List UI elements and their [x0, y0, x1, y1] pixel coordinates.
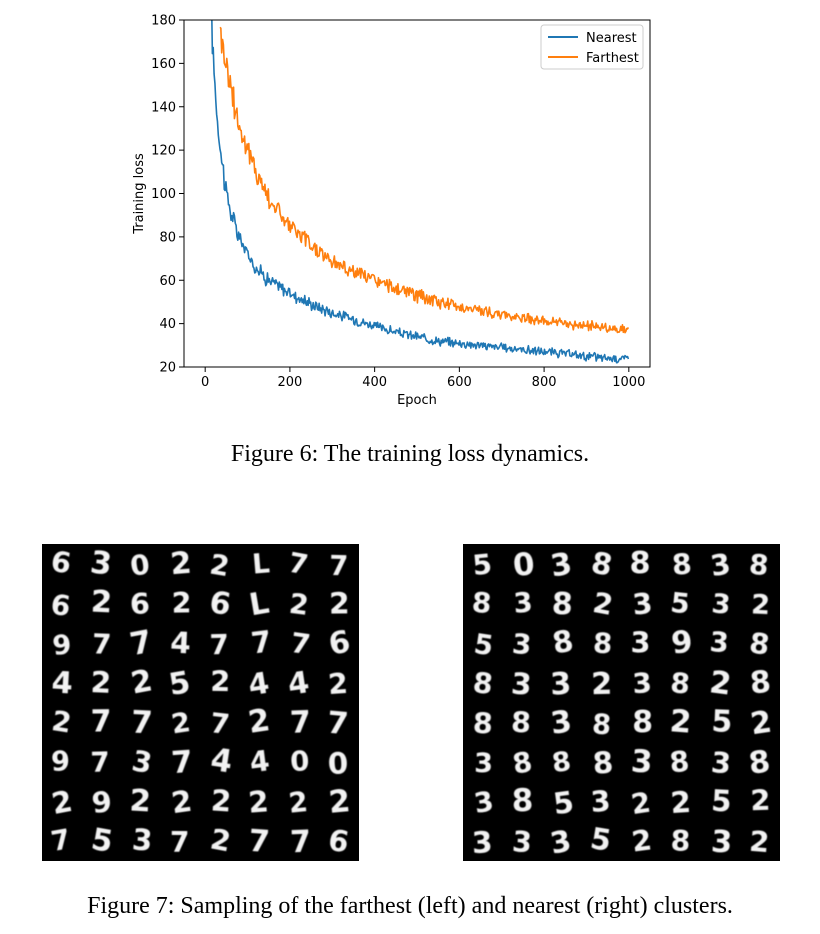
digit-sample: 2 [749, 782, 771, 818]
figure-6-caption: Figure 6: The training loss dynamics. [230, 441, 590, 467]
grid-background [42, 544, 359, 861]
digit-sample: 8 [588, 545, 615, 583]
digit-sample: 4 [285, 665, 312, 704]
digit-sample: 8 [629, 545, 651, 581]
digit-sample: 7 [170, 744, 194, 782]
digit-sample: 2 [169, 783, 195, 821]
digit-sample: 5 [470, 547, 494, 582]
digit-sample: 7 [288, 625, 313, 662]
digit-sample: 2 [245, 702, 273, 741]
digit-sample: 3 [512, 587, 534, 620]
digit-sample: 9 [50, 746, 71, 778]
digit-sample: 8 [670, 824, 691, 859]
digit-sample: 2 [629, 823, 654, 859]
digit-sample: 9 [90, 784, 114, 821]
digit-sample: 5 [551, 784, 576, 822]
digit-sample: 2 [171, 587, 192, 621]
digit-sample: 7 [127, 623, 156, 664]
digit-sample: 8 [549, 623, 576, 661]
digit-sample: 7 [91, 627, 112, 662]
digit-sample: 2 [49, 703, 74, 740]
digit-sample: 7 [209, 627, 230, 662]
digit-sample: 2 [287, 786, 310, 820]
digit-sample: 2 [128, 663, 156, 702]
legend-label-nearest: Nearest [586, 31, 637, 46]
y-axis [151, 14, 184, 376]
digit-sample: 7 [130, 704, 154, 742]
digit-sample: 3 [631, 666, 653, 701]
y-tick-label: 120 [151, 143, 176, 159]
digit-sample: 7 [48, 824, 73, 859]
x-tick-label: 1000 [612, 375, 646, 390]
digit-sample: 2 [169, 706, 193, 741]
digit-sample: 3 [710, 824, 734, 861]
digit-sample: 7 [328, 550, 349, 583]
digit-sample: 8 [748, 664, 773, 702]
digit-sample: 8 [591, 745, 615, 781]
digit-grid-canvas [463, 544, 780, 861]
digit-sample: 7 [249, 624, 274, 661]
digit-sample: 2 [327, 782, 352, 821]
digit-sample: 2 [90, 584, 113, 621]
digit-sample: 8 [471, 666, 495, 702]
digit-sample: 2 [590, 586, 616, 623]
digit-sample: 6 [129, 586, 151, 622]
digit-sample: 2 [247, 784, 270, 820]
digit-sample: 3 [88, 545, 114, 583]
x-tick-label: 400 [362, 375, 388, 390]
digit-sample: 2 [207, 821, 234, 860]
digit-sample: 3 [130, 822, 154, 858]
digit-sample: 8 [511, 782, 534, 820]
digit-sample: 2 [629, 786, 653, 821]
digit-sample: 6 [48, 587, 73, 623]
digit-sample: 2 [207, 547, 232, 583]
digit-sample: 2 [590, 666, 613, 703]
x-tick-label: 0 [201, 375, 210, 390]
digit-sample: 8 [509, 744, 535, 781]
digit-sample: 2 [210, 664, 231, 699]
digit-sample: 7 [169, 826, 190, 860]
digit-sample: 2 [327, 667, 349, 702]
digit-sample: 7 [286, 546, 311, 582]
digit-sample: 3 [471, 783, 496, 820]
digit-sample: 0 [289, 744, 311, 779]
digit-sample: 2 [707, 664, 734, 703]
digit-sample: 3 [548, 546, 575, 585]
digit-sample: 4 [247, 744, 272, 780]
digit-sample: 2 [750, 589, 771, 621]
digit-sample: 8 [632, 705, 654, 741]
digit-sample: 6 [325, 624, 354, 663]
digit-sample: 8 [747, 625, 772, 663]
y-tick-label: 20 [159, 360, 176, 376]
digit-sample: 8 [746, 744, 773, 782]
digit-sample: 8 [747, 547, 771, 582]
digit-sample: 5 [88, 821, 116, 860]
digit-sample: 8 [670, 547, 693, 582]
digit-sample: L [246, 585, 272, 624]
legend-label-farthest: Farthest [586, 51, 639, 66]
y-tick-label: 160 [151, 56, 176, 72]
digit-sample: 3 [708, 626, 730, 660]
digit-sample: 3 [509, 666, 533, 702]
x-tick-label: 800 [531, 375, 557, 390]
digit-sample: 3 [710, 588, 732, 621]
digit-sample: L [250, 548, 271, 581]
digit-sample: 0 [511, 545, 537, 584]
digit-sample: 0 [127, 547, 152, 583]
digit-sample: 7 [247, 824, 271, 861]
digit-sample: 9 [669, 624, 695, 662]
digit-sample: 7 [89, 745, 111, 779]
digit-sample: 8 [510, 706, 532, 741]
digit-sample: 9 [51, 629, 73, 662]
y-tick-label: 100 [151, 187, 176, 202]
digit-sample: 2 [748, 824, 771, 860]
digit-sample: 2 [128, 783, 152, 820]
digit-sample: 3 [510, 626, 533, 662]
digit-grid-canvas [42, 544, 359, 861]
digit-sample: 7 [208, 706, 232, 741]
digit-sample: 4 [245, 665, 272, 703]
x-axis [201, 367, 645, 390]
digit-sample: 2 [669, 784, 692, 821]
digit-sample: 3 [709, 746, 733, 781]
digit-sample: 3 [511, 825, 534, 860]
digit-sample: 8 [551, 586, 574, 623]
digit-sample: 2 [287, 587, 311, 622]
farthest-cluster-samples [42, 544, 359, 861]
digit-sample: 8 [472, 705, 494, 741]
x-axis-label: Epoch [397, 393, 437, 408]
digit-sample: 5 [668, 586, 692, 621]
digit-sample: 3 [471, 824, 494, 861]
y-tick-label: 40 [159, 317, 176, 333]
y-tick-label: 80 [159, 230, 176, 246]
digit-sample: 6 [48, 544, 74, 582]
digit-sample: 0 [327, 745, 349, 781]
digit-sample: 7 [289, 705, 312, 741]
digit-sample: 5 [166, 665, 193, 704]
x-tick-label: 600 [446, 375, 472, 390]
digit-sample: 6 [207, 585, 234, 624]
digit-sample: 3 [708, 547, 733, 584]
digit-sample: 8 [550, 745, 573, 780]
digit-sample: 2 [169, 545, 194, 583]
y-tick-label: 60 [159, 273, 176, 289]
digit-sample: 3 [129, 744, 155, 781]
digit-sample: 8 [668, 745, 691, 780]
digit-sample: 4 [208, 742, 235, 781]
digit-sample: 2 [48, 783, 75, 821]
digit-sample: 3 [549, 666, 573, 703]
digit-sample: 7 [325, 705, 350, 743]
digit-sample: 5 [710, 783, 733, 819]
digit-sample: 2 [668, 703, 693, 741]
loss-chart [0, 0, 820, 430]
digit-sample: 3 [473, 748, 494, 780]
digit-sample: 8 [669, 665, 692, 701]
digit-sample: 8 [470, 585, 493, 620]
plot-area [184, 20, 650, 367]
digit-sample: 2 [89, 665, 112, 700]
digit-sample: 3 [547, 823, 574, 861]
digit-sample: 4 [50, 665, 74, 702]
nearest-cluster-samples [463, 544, 780, 861]
digit-sample: 5 [588, 821, 614, 859]
digit-sample: 2 [209, 783, 233, 819]
y-tick-label: 140 [151, 100, 176, 116]
digit-sample: 4 [169, 625, 192, 661]
y-tick-label: 180 [151, 13, 176, 29]
digit-sample: 3 [630, 625, 651, 660]
digit-sample: 8 [592, 625, 614, 660]
digit-sample: 8 [591, 708, 613, 742]
grid-background [463, 544, 780, 861]
figure-7-caption: Figure 7: Sampling of the farthest (left) and nearest (right) clusters. [87, 893, 733, 919]
digit-sample: 5 [471, 628, 496, 663]
x-tick-label: 200 [277, 375, 303, 390]
digit-sample: 6 [325, 822, 352, 860]
digit-sample: 5 [710, 704, 734, 740]
digit-sample: 7 [90, 704, 112, 740]
digit-sample: 3 [589, 784, 612, 820]
digit-sample: 3 [630, 586, 654, 622]
digit-sample: 3 [629, 743, 654, 781]
y-axis-label: Training loss [132, 153, 147, 234]
digit-sample: 3 [548, 704, 574, 742]
digit-sample: 2 [328, 586, 350, 622]
digit-sample: 7 [289, 824, 312, 861]
digit-sample: 2 [748, 704, 774, 743]
legend [541, 25, 643, 69]
